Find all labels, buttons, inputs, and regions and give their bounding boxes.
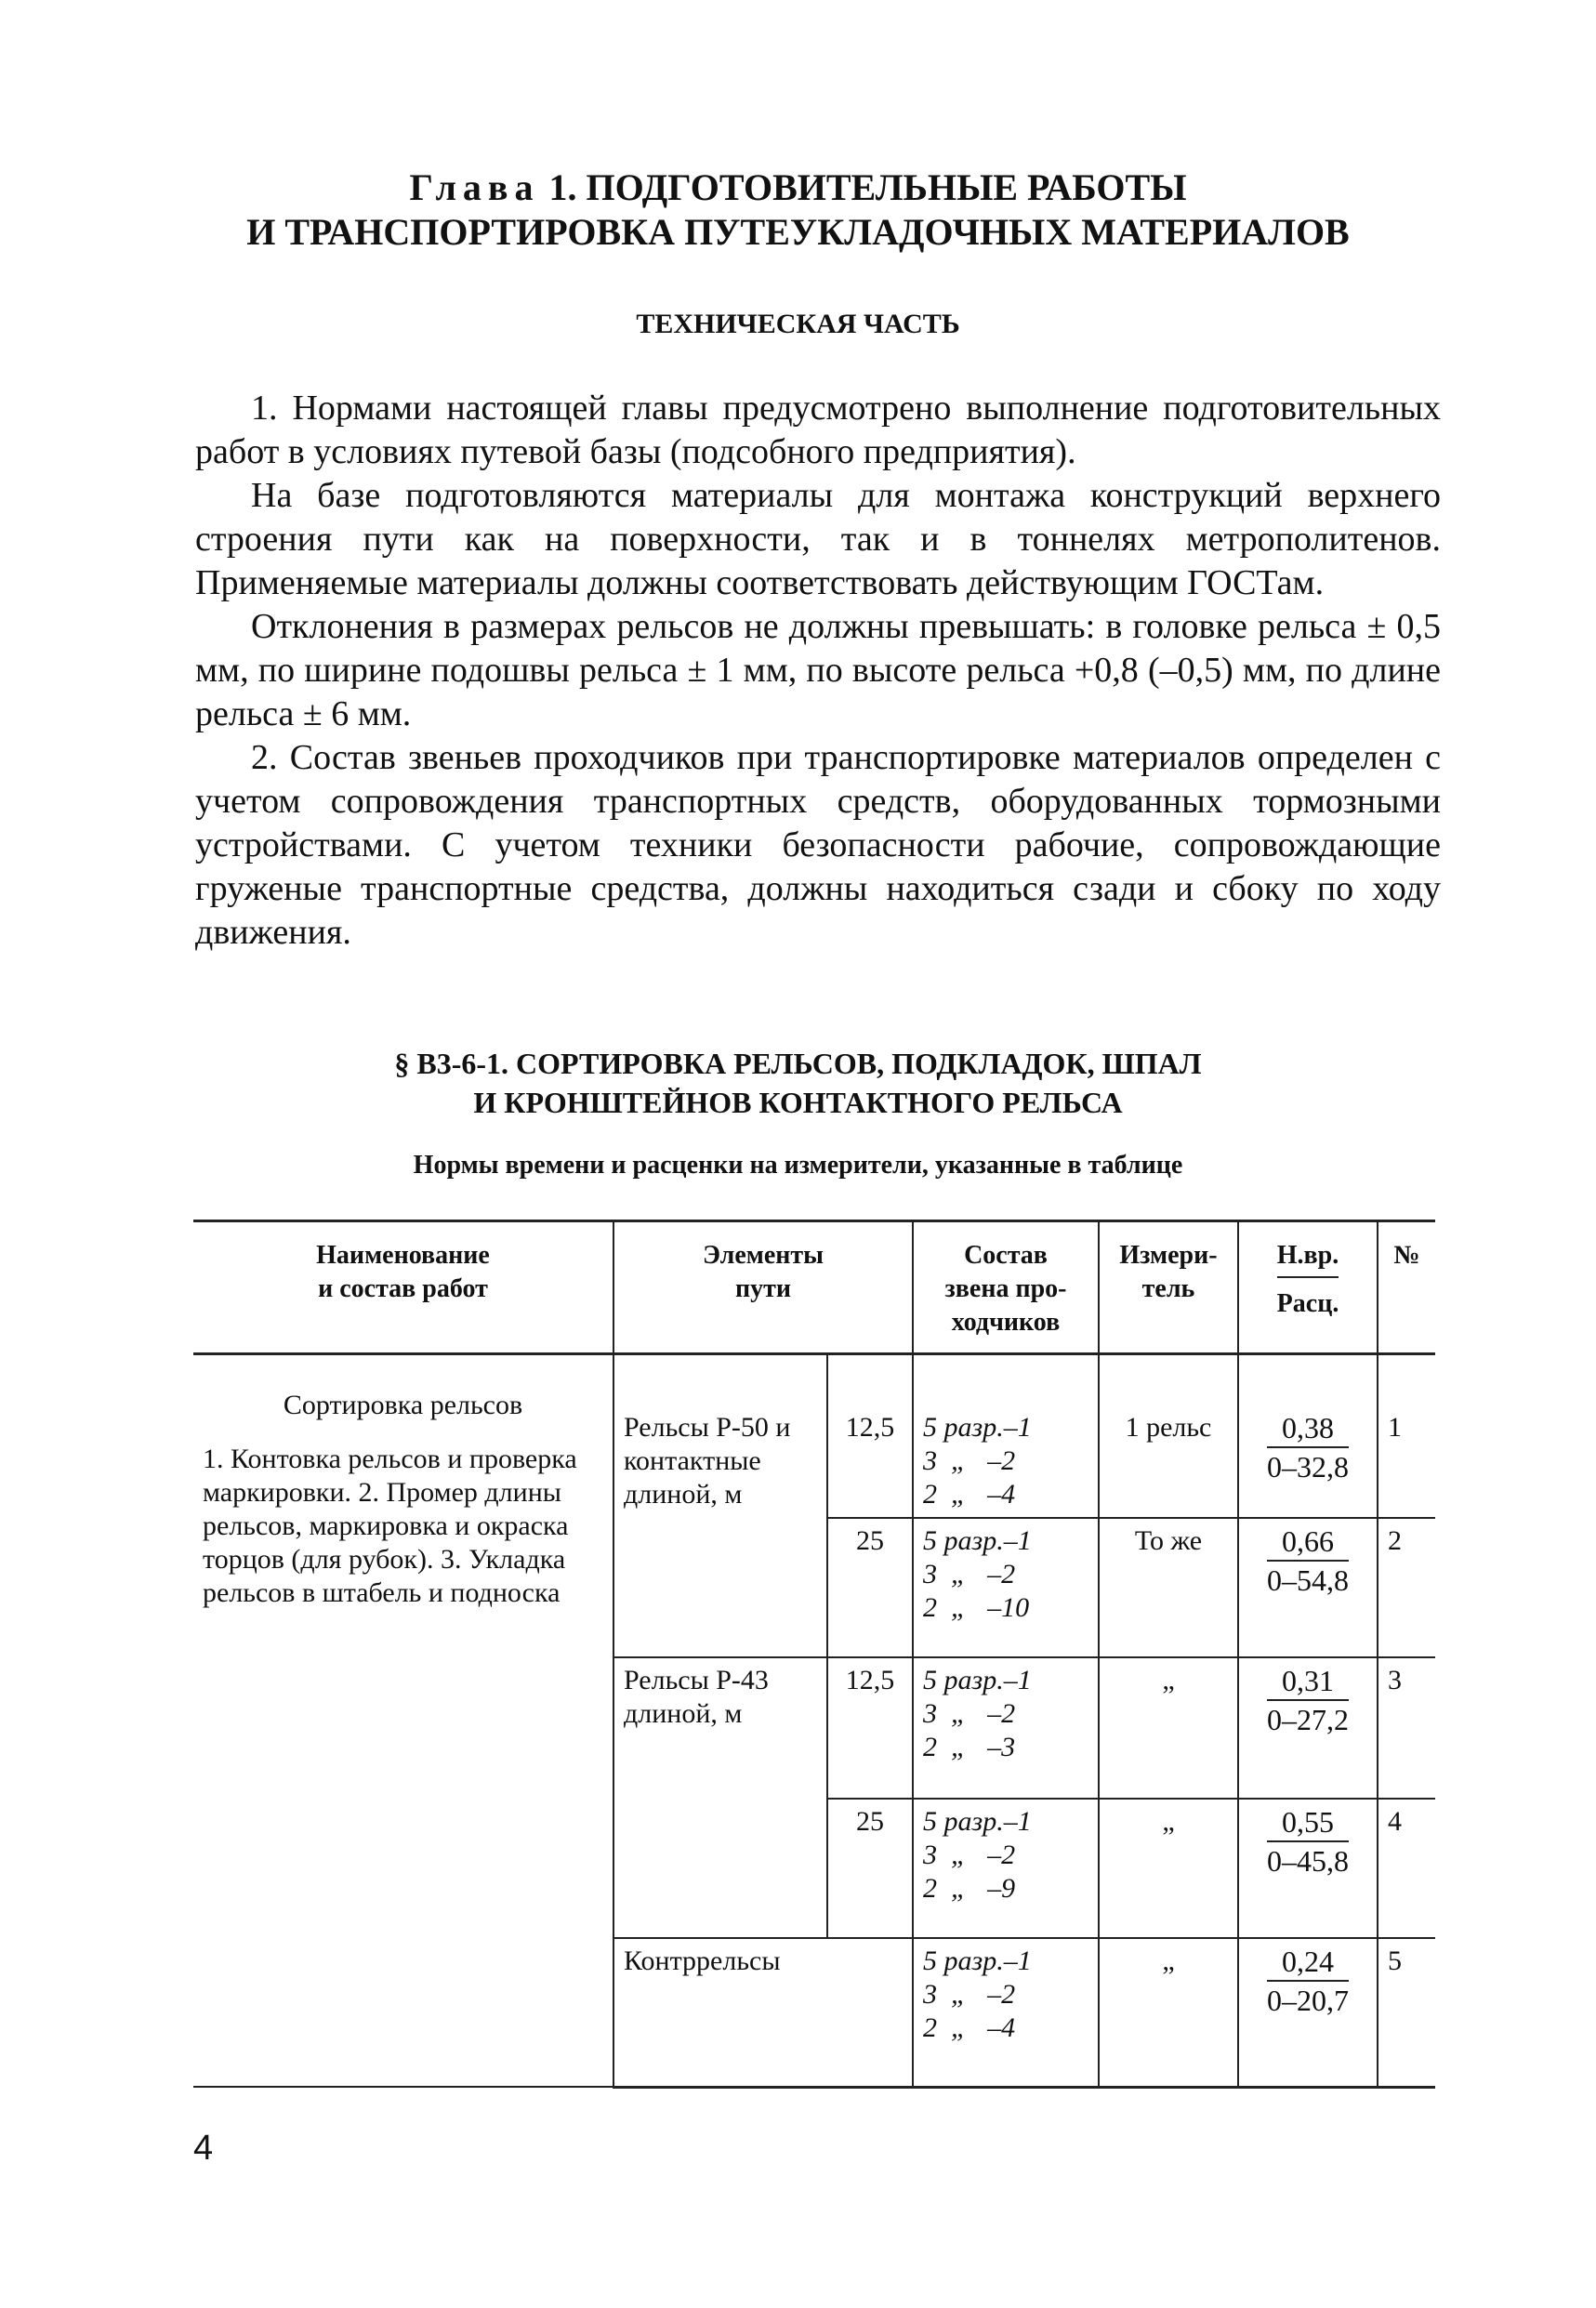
header-unit-label: Измери- тель: [1119, 1241, 1218, 1303]
crew-cell: [913, 1938, 1099, 2087]
chapter-title-line2: И ТРАНСПОРТИРОВКА ПУТЕУКЛАДОЧНЫХ МАТЕРИАЛОВ: [246, 211, 1350, 253]
rate-value: 0–27,2: [1267, 1703, 1349, 1736]
work-description: 1. Контовка рельсов и проверка маркировки. 2. Промер длины рельсов, маркировка и окраска торцов (для рубок). 3. Укладка рельсов в штабель и подноска: [203, 1444, 577, 1608]
norm-rate-value: [1267, 1664, 1349, 1736]
row-number: 2: [1378, 1518, 1435, 1657]
norm-rate-value: [1267, 1524, 1349, 1597]
crew-cell: [913, 1799, 1099, 1938]
norm-value: 0,38: [1267, 1411, 1349, 1448]
header-crew: [913, 1221, 1099, 1354]
rate-value: 0–32,8: [1267, 1450, 1349, 1484]
table-row: [193, 1354, 1435, 1519]
chapter-number-title: 1. ПОДГОТОВИТЕЛЬНЫЕ РАБОТЫ: [548, 166, 1187, 208]
header-elements: [613, 1221, 913, 1354]
crew-text: 5 разр.–1 3 „ –2 2 „ –4: [923, 1412, 1032, 1510]
norm-rate-cell: [1238, 1799, 1378, 1938]
row-number: 4: [1378, 1799, 1435, 1938]
norm-rate-cell: [1238, 1354, 1378, 1519]
norm-value: 0,55: [1267, 1805, 1349, 1842]
paragraph: 1. Нормами настоящей главы предусмотрено выполнение подготовительных работ в условиях путевой базы (подсобного предприятия).: [195, 389, 1441, 471]
norm-rate-value: [1267, 1411, 1349, 1484]
norm-rate-cell: [1238, 1657, 1378, 1799]
unit-cell: „: [1099, 1657, 1238, 1799]
unit-cell: „: [1099, 1938, 1238, 2087]
header-crew-label: Состав звена про- ходчиков: [944, 1241, 1067, 1337]
norm-rate-cell: [1238, 1518, 1378, 1657]
unit-cell: „: [1099, 1799, 1238, 1938]
paragraph: 2. Состав звеньев проходчиков при транспортировке материалов определен с учетом сопровождения транспортных средств, оборудованных тормозными устройствами. С учетом техники безопасности рабочие, сопровождающие груженые транспортные средства, должны находиться сзади и сбоку по ходу движения.: [195, 738, 1441, 952]
row-number: 3: [1378, 1657, 1435, 1799]
crew-cell: [913, 1657, 1099, 1799]
norms-table: [193, 1220, 1435, 2089]
header-norm-rate: [1238, 1221, 1378, 1354]
unit-cell: То же: [1099, 1518, 1238, 1657]
norm-rate-value: [1267, 1945, 1349, 2017]
section-title-line2: И КРОНШТЕЙНОВ КОНТАКТНОГО РЕЛЬСА: [473, 1086, 1123, 1119]
row-number: 5: [1378, 1938, 1435, 2087]
header-work-label: Наименование и состав работ: [316, 1241, 490, 1303]
chapter-title: [0, 165, 1596, 210]
header-elements-label: Элементы пути: [702, 1241, 824, 1303]
row-number: 1: [1378, 1354, 1435, 1519]
crew-text: 5 разр.–1 3 „ –2 2 „ –3: [923, 1665, 1032, 1762]
norm-value: 0,66: [1267, 1524, 1349, 1562]
work-group: Сортировка рельсов: [283, 1390, 523, 1420]
length-cell: 25: [827, 1518, 913, 1657]
crew-cell: [913, 1518, 1099, 1657]
paragraph: На базе подготовляются материалы для монтажа конструкций верхнего строения пути как на поверхности, так и в тоннелях метрополитенов. Применяемые материалы должны соответствовать действующим ГОСТам.: [195, 476, 1441, 602]
page-number: 4: [193, 2129, 214, 2168]
element-cell: Рельсы Р-43 длиной, м: [613, 1657, 827, 1938]
norm-value: 0,24: [1267, 1945, 1349, 1982]
norm-value: 0,31: [1267, 1664, 1349, 1701]
norm-rate-value: [1267, 1805, 1349, 1878]
rate-value: 0–20,7: [1267, 1984, 1349, 2017]
header-rate: Расц.: [1276, 1289, 1339, 1318]
norm-rate-cell: [1238, 1938, 1378, 2087]
table-caption: Нормы времени и расценки на измерители, указанные в таблице: [413, 1151, 1183, 1180]
rate-value: 0–54,8: [1267, 1563, 1349, 1597]
header-unit: [1099, 1221, 1238, 1354]
header-num: №: [1378, 1221, 1435, 1354]
crew-text: 5 разр.–1 3 „ –2 2 „ –10: [923, 1525, 1032, 1623]
header-norm: Н.вр.: [1277, 1239, 1339, 1278]
chapter-prefix: Глава: [409, 166, 540, 208]
crew-text: 5 разр.–1 3 „ –2 2 „ –9: [923, 1806, 1032, 1904]
crew-cell: [913, 1354, 1099, 1519]
crew-text: 5 разр.–1 3 „ –2 2 „ –4: [923, 1945, 1032, 2043]
part-title: ТЕХНИЧЕСКАЯ ЧАСТЬ: [636, 309, 960, 339]
length-cell: 25: [827, 1799, 913, 1938]
section-title-line1: § В3-6-1. СОРТИРОВКА РЕЛЬСОВ, ПОДКЛАДОК, ШПАЛ: [394, 1047, 1202, 1080]
length-cell: 12,5: [827, 1657, 913, 1799]
unit-cell: 1 рельс: [1099, 1354, 1238, 1519]
element-cell: Контррельсы: [613, 1938, 913, 2087]
rate-value: 0–45,8: [1267, 1844, 1349, 1878]
paragraph: Отклонения в размерах рельсов не должны превышать: в головке рельса ± 0,5 мм, по ширине подошвы рельса ± 1 мм, по высоте рельса +0,8 (–0,5) мм, по длине рельса ± 6 мм.: [195, 607, 1441, 733]
element-cell: Рельсы Р-50 и контактные длиной, м: [613, 1354, 827, 1658]
header-work: [193, 1221, 613, 1354]
work-cell: [193, 1354, 613, 2088]
length-cell: 12,5: [827, 1354, 913, 1519]
body-text: [195, 387, 1441, 955]
norm-rate-header: [1277, 1239, 1339, 1321]
